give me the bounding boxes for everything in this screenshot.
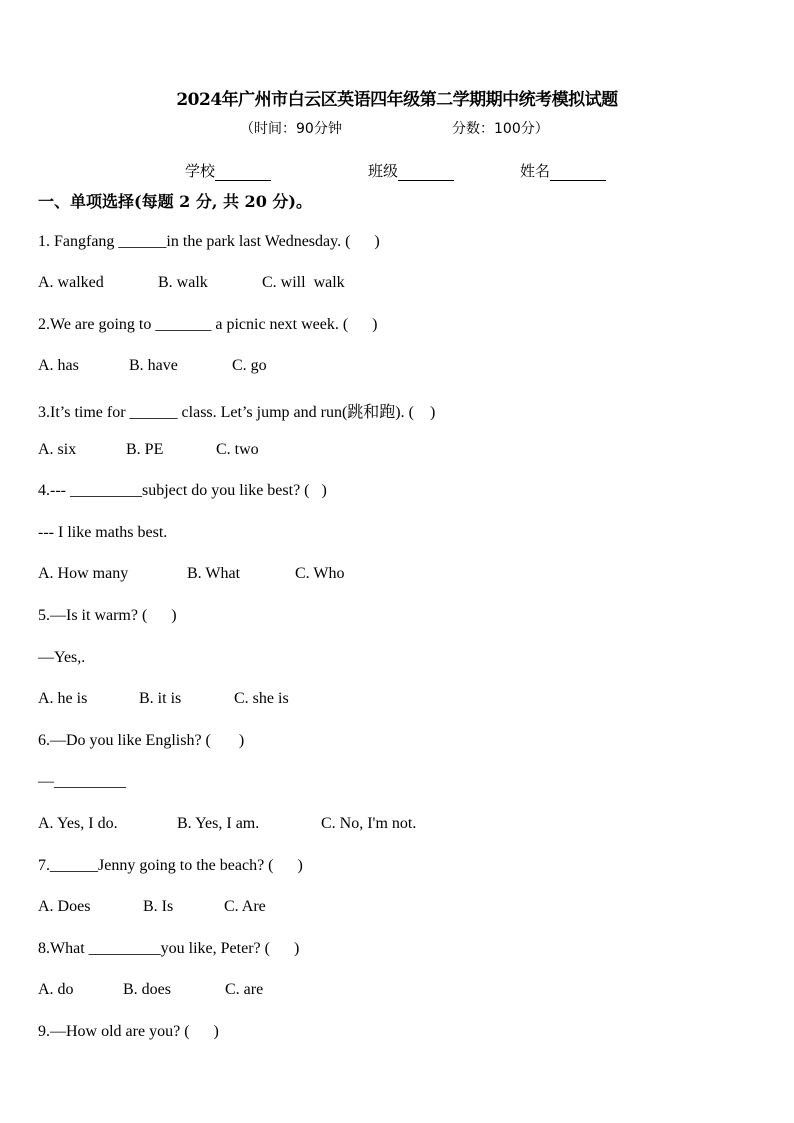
question-6-option-a[interactable]: A. Yes, I do. (38, 815, 118, 832)
school-field (185, 160, 271, 181)
exam-score: 分数：100分） (452, 121, 549, 137)
question-1-option-a[interactable]: A. walked (38, 274, 104, 291)
name-field (520, 160, 606, 181)
question-8-option-c[interactable]: C. are (225, 981, 264, 998)
name-blank[interactable] (550, 164, 606, 181)
question-2-option-a[interactable]: A. has (38, 357, 79, 374)
question-5-option-c[interactable]: C. she is (234, 690, 289, 707)
question-5-option-b[interactable]: B. it is (139, 690, 182, 707)
class-field (368, 160, 454, 181)
question-4-option-c[interactable]: C. Who (295, 565, 345, 582)
question-4-option-a[interactable]: A. How many (38, 565, 129, 582)
class-blank[interactable] (398, 164, 454, 181)
section-title: 一、单项选择(每题 2 分, 共 20 分)。 (38, 192, 312, 211)
exam-time: （时间：90分钟 (240, 121, 342, 137)
class-label: 班级 (368, 162, 399, 180)
question-7-option-b[interactable]: B. Is (143, 898, 174, 915)
question-2-stem: 2.We are going to _______ a picnic next week. ( ) (38, 316, 378, 333)
question-6-option-c[interactable]: C. No, I'm not. (321, 815, 417, 832)
question-2-option-b[interactable]: B. have (129, 357, 178, 374)
question-7-option-a[interactable]: A. Does (38, 898, 91, 915)
question-8-option-a[interactable]: A. do (38, 981, 74, 998)
question-3-option-a[interactable]: A. six (38, 441, 77, 458)
question-3-option-c[interactable]: C. two (216, 441, 259, 458)
question-3-stem: 3.It’s time for ______ class. Let’s jump and run(跳和跑). ( ) (38, 404, 436, 421)
question-1-stem: 1. Fangfang ______in the park last Wednesday. ( ) (38, 233, 380, 250)
name-label: 姓名 (520, 162, 551, 180)
question-5-answer: —Yes,. (38, 649, 86, 666)
question-6-stem: 6.—Do you like English? ( ) (38, 732, 245, 749)
question-6-answer: —_________ (38, 773, 126, 790)
question-5-option-a[interactable]: A. he is (38, 690, 88, 707)
question-8-option-b[interactable]: B. does (123, 981, 171, 998)
school-blank[interactable] (215, 164, 271, 181)
question-6-option-b[interactable]: B. Yes, I am. (177, 815, 260, 832)
school-label: 学校 (185, 162, 216, 180)
question-4-stem: 4.--- _________subject do you like best? ( ) (38, 482, 327, 499)
exam-title: 2024年广州市白云区英语四年级第二学期期中统考模拟试题 (176, 90, 618, 110)
question-4-option-b[interactable]: B. What (187, 565, 241, 582)
question-7-stem: 7.______Jenny going to the beach? ( ) (38, 857, 303, 874)
question-7-option-c[interactable]: C. Are (224, 898, 266, 915)
question-2-option-c[interactable]: C. go (232, 357, 267, 374)
question-3-option-b[interactable]: B. PE (126, 441, 164, 458)
question-1-option-c[interactable]: C. will walk (262, 274, 345, 291)
question-9-stem: 9.—How old are you? ( ) (38, 1023, 219, 1040)
question-4-answer: --- I like maths best. (38, 524, 168, 541)
question-1-option-b[interactable]: B. walk (158, 274, 208, 291)
question-5-stem: 5.—Is it warm? ( ) (38, 607, 177, 624)
question-8-stem: 8.What _________you like, Peter? ( ) (38, 940, 300, 957)
